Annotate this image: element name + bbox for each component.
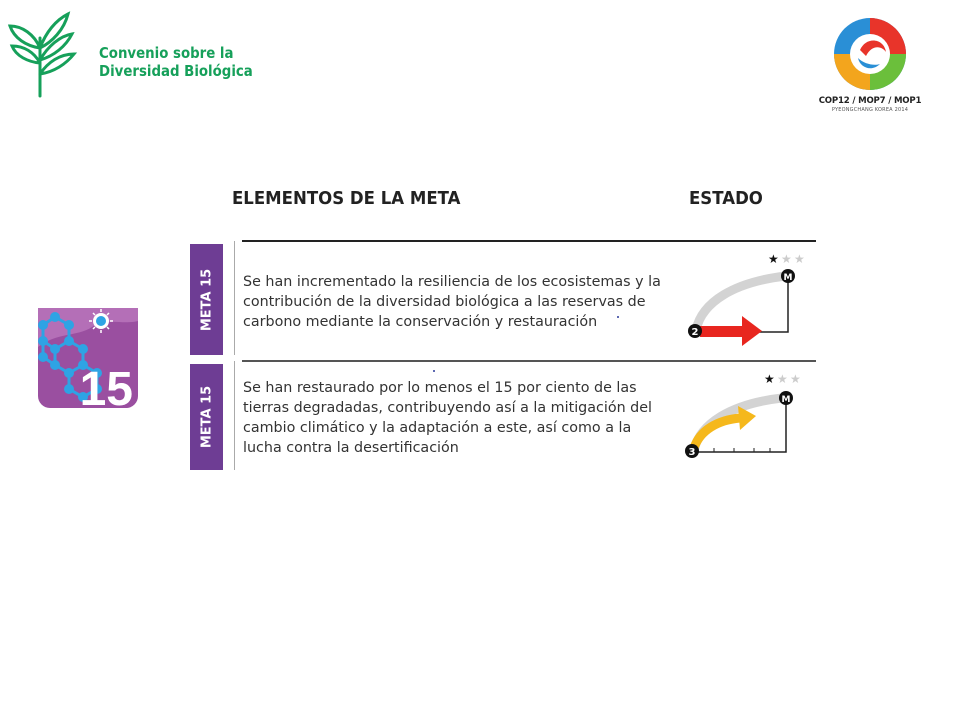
row-1-left-border — [234, 241, 235, 355]
row-2-rating-stars — [764, 372, 801, 386]
svg-text:M: M — [783, 273, 793, 283]
row-1-meta-tab-label: META 15 — [199, 268, 214, 331]
scan-speck — [617, 316, 619, 318]
cbd-name — [99, 44, 253, 80]
row-2-meta-tab — [190, 364, 223, 470]
row-divider — [242, 360, 816, 362]
row-1-meta-tab — [190, 244, 223, 355]
row-2-status-gauge — [678, 368, 818, 468]
row-1-star-empty: ★ — [781, 252, 792, 266]
cop12-caption-line2: PYEONGCHANG KOREA 2014 — [831, 107, 909, 113]
row-1-progress-arc — [696, 276, 786, 330]
svg-text:2: 2 — [691, 327, 699, 338]
sdg-15-number: 15 — [79, 363, 133, 409]
svg-text:M: M — [781, 395, 791, 405]
row-2-meta-tab-label: META 15 — [199, 385, 214, 449]
row-2-star-empty: ★ — [777, 372, 788, 386]
cop12-logo — [832, 16, 908, 92]
row-2-star-filled: ★ — [764, 372, 775, 386]
row-2-left-border — [234, 361, 235, 470]
cbd-logo — [6, 8, 78, 98]
row-1-status-arrow — [700, 326, 746, 337]
cbd-name-line2: Diversidad Biológica — [99, 62, 253, 80]
row-2-progress-arc — [694, 398, 782, 450]
row-1-status-gauge — [678, 250, 818, 350]
header-divider — [242, 240, 816, 242]
cop12-caption — [812, 96, 928, 113]
row-1-rating-stars — [768, 252, 805, 266]
cop12-caption-line1: COP12 / MOP7 / MOP1 — [818, 96, 922, 106]
row-1-star-empty: ★ — [794, 252, 805, 266]
row-2-star-empty: ★ — [790, 372, 801, 386]
column-header-elements: ELEMENTOS DE LA META — [232, 188, 461, 209]
column-header-status: ESTADO — [689, 188, 763, 209]
row-2-target-text: Se han restaurado por lo menos el 15 por ciento de las tierras degradadas, contribuyendo así a la mitigación del cambio climático y la adaptación a este, así como a la lucha contra la desertificación — [243, 380, 653, 456]
cbd-name-line1: Convenio sobre la — [99, 44, 234, 62]
row-1-star-filled: ★ — [768, 252, 779, 266]
scan-speck — [433, 370, 435, 372]
svg-text:3: 3 — [688, 447, 696, 458]
sdg-15-life-on-land-icon — [37, 307, 139, 409]
row-1-target-text: Se han incrementado la resiliencia de los ecosistemas y la contribución de la diversidad biológica a las reservas de carbono mediante la conservación y restauración — [243, 274, 661, 330]
